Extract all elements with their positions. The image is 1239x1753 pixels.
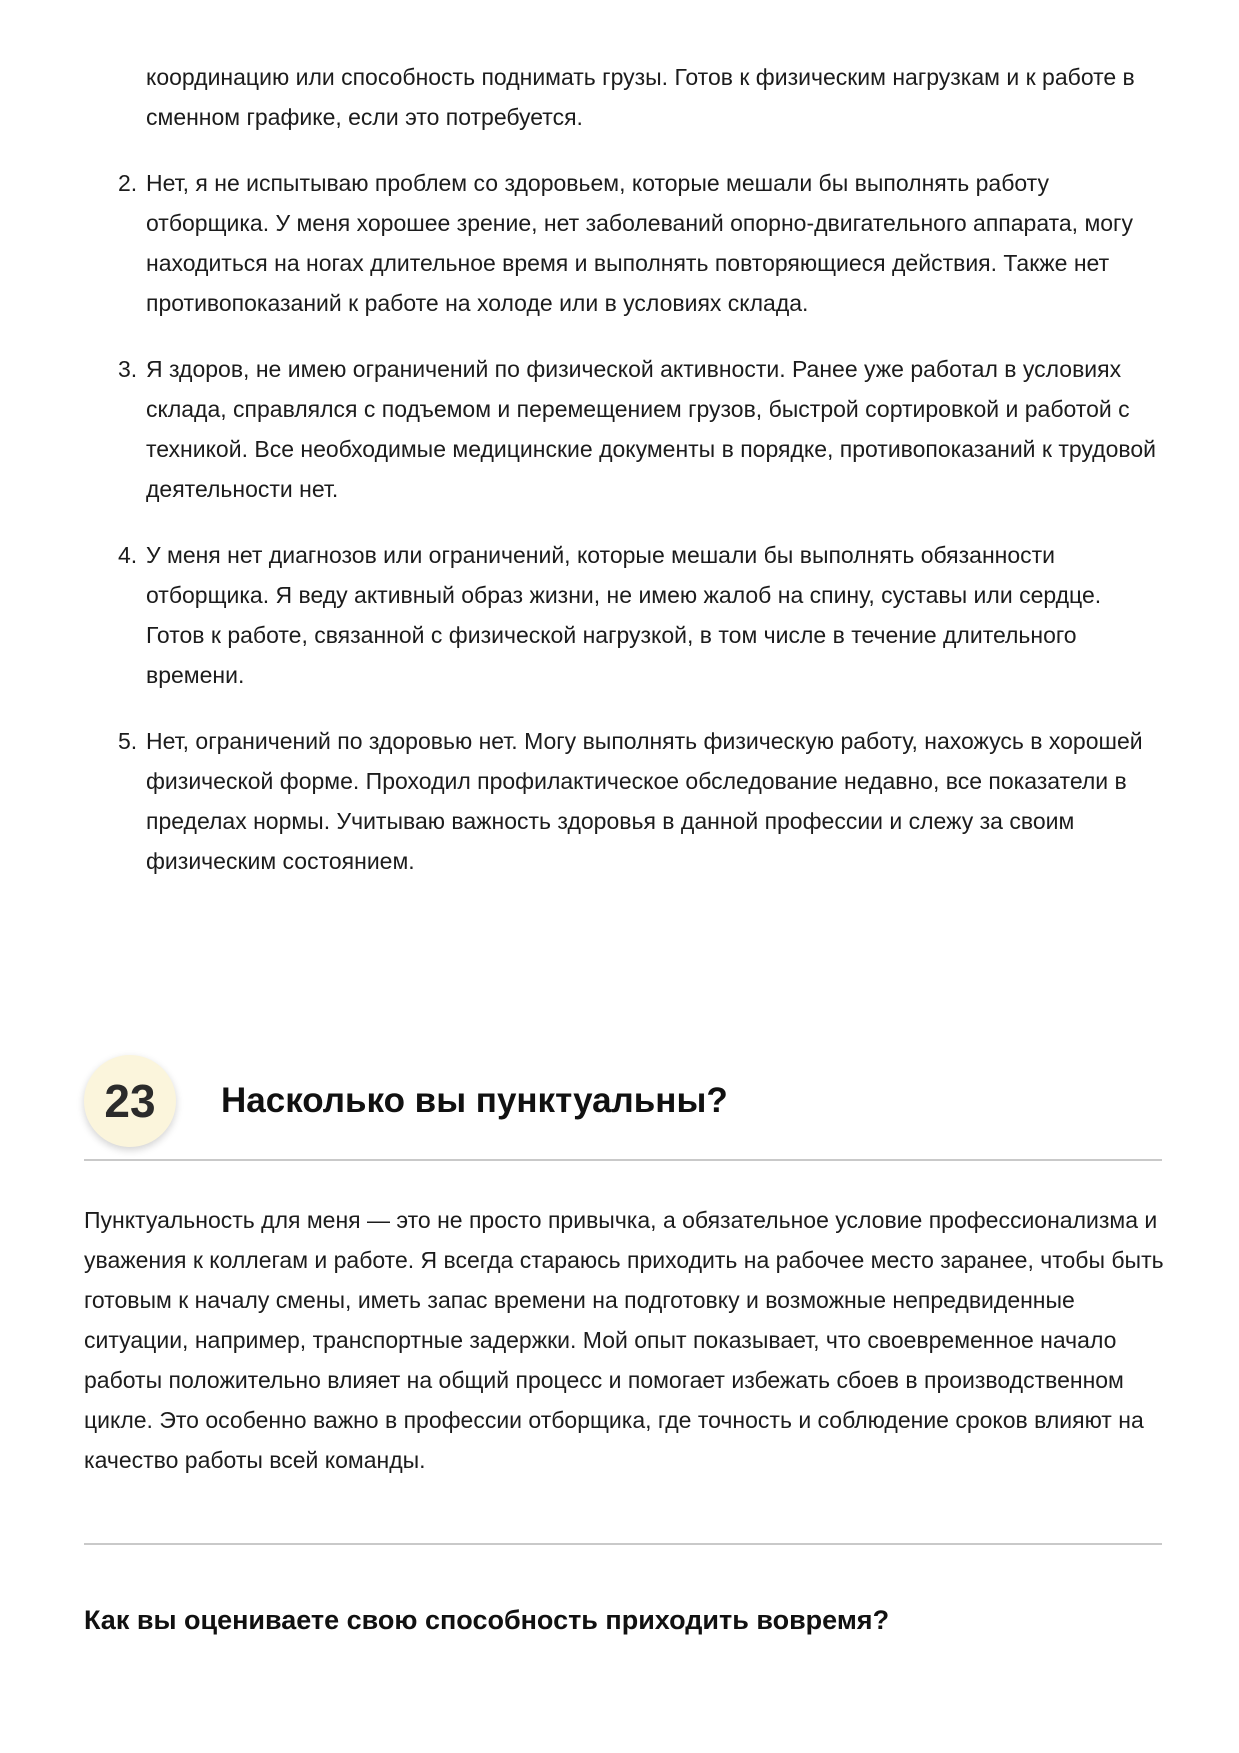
answer-item-5 [118, 721, 1166, 881]
sub-question-heading: Как вы оцениваете свою способность приходить вовремя? [84, 1605, 890, 1635]
section-title: Насколько вы пунктуальны? [221, 1081, 728, 1120]
section-number-badge: 23 [84, 1055, 176, 1147]
answer-text: Нет, ограничений по здоровью нет. Могу выполнять физическую работу, нахожусь в хорошей физической форме. Проходил профилактическое обследование недавно, все показатели в пределах нормы. Учитываю важность здоровья в данной профессии и слежу за своим физическим состоянием. [146, 728, 1143, 874]
answer-item-4 [118, 535, 1166, 695]
answer-item-2 [118, 163, 1166, 323]
answer-text: координацию или способность поднимать грузы. Готов к физическим нагрузкам и к работе в сменном графике, если это потребуется. [146, 64, 1135, 130]
answer-number: 2. [118, 170, 138, 196]
section-intro-paragraph: Пунктуальность для меня — это не просто привычка, а обязательное условие профессионализма и уважения к коллегам и работе. Я всегда стараюсь приходить на рабочее место заранее, чтобы быть готовым к началу смены, иметь запас времени на подготовку и возможные непредвиденные ситуации, например, транспортные задержки. Мой опыт показывает, что своевременное начало работы положительно влияет на общий процесс и помогает избежать сбоев в производственном цикле. Это особенно важно в профессии отборщика, где точность и соблюдение сроков влияют на качество работы всей команды. [84, 1207, 1164, 1473]
answer-text: У меня нет диагнозов или ограничений, которые мешали бы выполнять обязанности отборщика. Я веду активный образ жизни, не имею жалоб на спину, суставы или сердце. Готов к работе, связанной с физической нагрузкой, в том числе в течение длительного времени. [146, 542, 1102, 688]
answer-list [118, 57, 1166, 907]
answer-item-3 [118, 349, 1166, 509]
answer-text: Я здоров, не имею ограничений по физической активности. Ранее уже работал в условиях склада, справлялся с подъемом и перемещением грузов, быстрой сортировкой и работой с техникой. Все необходимые медицинские документы в порядке, противопоказаний к трудовой деятельности нет. [146, 356, 1156, 502]
section-header [84, 1055, 1162, 1161]
answer-number: 5. [118, 728, 138, 754]
answer-number: 4. [118, 542, 138, 568]
answer-number: 3. [118, 356, 138, 382]
divider [84, 1543, 1162, 1545]
answer-text: Нет, я не испытываю проблем со здоровьем, которые мешали бы выполнять работу отборщика. У меня хорошее зрение, нет заболеваний опорно-двигательного аппарата, могу находиться на ногах длительное время и выполнять повторяющиеся действия. Также нет противопоказаний к работе на холоде или в условиях склада. [146, 170, 1133, 316]
answer-item-continued [146, 57, 1166, 137]
